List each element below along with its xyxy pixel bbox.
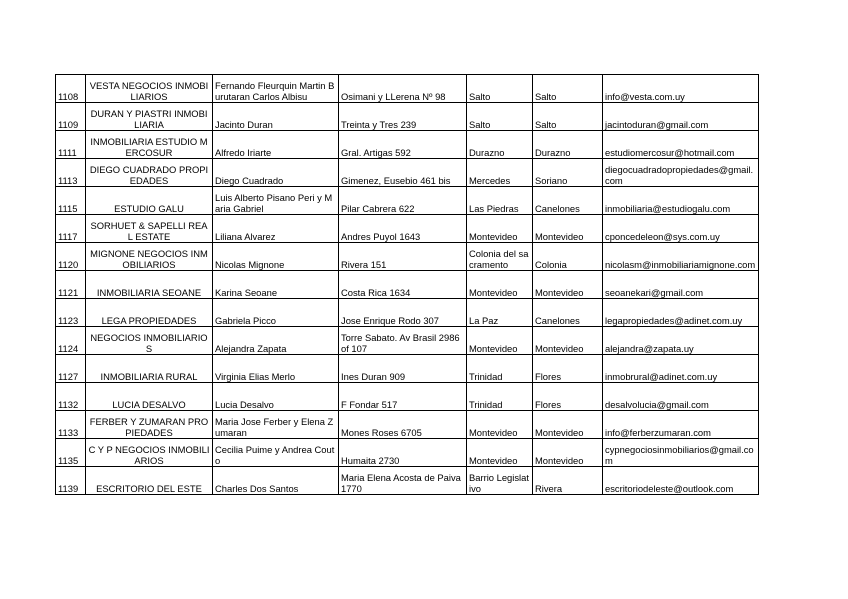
agency-id-cell: 1115 — [56, 187, 86, 215]
contact-person-cell: Lucia Desalvo — [213, 383, 339, 411]
address-cell: Humaita 2730 — [339, 439, 467, 467]
address-cell: F Fondar 517 — [339, 383, 467, 411]
agency-id-cell: 1133 — [56, 411, 86, 439]
department-cell: Canelones — [533, 187, 603, 215]
email-cell: cypnegociosinmobiliarios@gmail.com — [603, 439, 759, 467]
agency-name-cell: INMOBILIARIA SEOANE — [86, 271, 213, 299]
agency-id-cell: 1139 — [56, 467, 86, 495]
agency-id-cell: 1108 — [56, 75, 86, 103]
city-cell: Montevideo — [467, 411, 533, 439]
contact-person-cell: Jacinto Duran — [213, 103, 339, 131]
email-cell: cponcedeleon@sys.com.uy — [603, 215, 759, 243]
email-cell: inmobrural@adinet.com.uy — [603, 355, 759, 383]
agency-id-cell: 1113 — [56, 159, 86, 187]
email-cell: jacintoduran@gmail.com — [603, 103, 759, 131]
agency-id-cell: 1132 — [56, 383, 86, 411]
email-cell: desalvolucia@gmail.com — [603, 383, 759, 411]
agencies-table — [55, 74, 759, 495]
email-cell: alejandra@zapata.uy — [603, 327, 759, 355]
email-cell: estudiomercosur@hotmail.com — [603, 131, 759, 159]
address-cell: Osimani y LLerena Nº 98 — [339, 75, 467, 103]
department-cell: Colonia — [533, 243, 603, 271]
contact-person-cell: Gabriela Picco — [213, 299, 339, 327]
agency-id-cell: 1124 — [56, 327, 86, 355]
address-cell: Pilar Cabrera 622 — [339, 187, 467, 215]
agency-id-cell: 1117 — [56, 215, 86, 243]
city-cell: Salto — [467, 75, 533, 103]
contact-person-cell: Nicolas Mignone — [213, 243, 339, 271]
table-row — [56, 467, 759, 495]
city-cell: Barrio Legislativo — [467, 467, 533, 495]
address-cell: Andres Puyol 1643 — [339, 215, 467, 243]
department-cell: Salto — [533, 103, 603, 131]
contact-person-cell: Alejandra Zapata — [213, 327, 339, 355]
agency-name-cell: MIGNONE NEGOCIOS INMOBILIARIOS — [86, 243, 213, 271]
agency-name-cell: FERBER Y ZUMARAN PROPIEDADES — [86, 411, 213, 439]
department-cell: Rivera — [533, 467, 603, 495]
contact-person-cell: Luis Alberto Pisano Peri y Maria Gabriel — [213, 187, 339, 215]
address-cell: Jose Enrique Rodo 307 — [339, 299, 467, 327]
department-cell: Montevideo — [533, 327, 603, 355]
table-row — [56, 103, 759, 131]
department-cell: Montevideo — [533, 215, 603, 243]
table-row — [56, 355, 759, 383]
city-cell: Mercedes — [467, 159, 533, 187]
email-cell: escritoriodeleste@outlook.com — [603, 467, 759, 495]
contact-person-cell: Maria Jose Ferber y Elena Zumaran — [213, 411, 339, 439]
email-cell: inmobiliaria@estudiogalu.com — [603, 187, 759, 215]
table-row — [56, 243, 759, 271]
address-cell: Mones Roses 6705 — [339, 411, 467, 439]
contact-person-cell: Charles Dos Santos — [213, 467, 339, 495]
contact-person-cell: Liliana Alvarez — [213, 215, 339, 243]
agency-name-cell: INMOBILIARIA ESTUDIO MERCOSUR — [86, 131, 213, 159]
contact-person-cell: Karina Seoane — [213, 271, 339, 299]
table-row — [56, 383, 759, 411]
agency-name-cell: DURAN Y PIASTRI INMOBILIARIA — [86, 103, 213, 131]
email-cell: info@vesta.com.uy — [603, 75, 759, 103]
city-cell: Trinidad — [467, 355, 533, 383]
agency-id-cell: 1135 — [56, 439, 86, 467]
address-cell: Gral. Artigas 592 — [339, 131, 467, 159]
city-cell: Colonia del sacramento — [467, 243, 533, 271]
address-cell: Maria Elena Acosta de Paiva 1770 — [339, 467, 467, 495]
address-cell: Gimenez, Eusebio 461 bis — [339, 159, 467, 187]
email-cell: seoanekari@gmail.com — [603, 271, 759, 299]
email-cell: info@ferberzumaran.com — [603, 411, 759, 439]
email-cell: nicolasm@inmobiliariamignone.com — [603, 243, 759, 271]
city-cell: Las Piedras — [467, 187, 533, 215]
agency-name-cell: VESTA NEGOCIOS INMOBILIARIOS — [86, 75, 213, 103]
table-row — [56, 75, 759, 103]
address-cell: Costa Rica 1634 — [339, 271, 467, 299]
table-row — [56, 159, 759, 187]
agency-name-cell: SORHUET & SAPELLI REAL ESTATE — [86, 215, 213, 243]
agency-name-cell: LEGA PROPIEDADES — [86, 299, 213, 327]
table-row — [56, 439, 759, 467]
contact-person-cell: Diego Cuadrado — [213, 159, 339, 187]
agency-name-cell: NEGOCIOS INMOBILIARIOS — [86, 327, 213, 355]
contact-person-cell: Cecilia Puime y Andrea Couto — [213, 439, 339, 467]
department-cell: Durazno — [533, 131, 603, 159]
city-cell: Salto — [467, 103, 533, 131]
agency-id-cell: 1121 — [56, 271, 86, 299]
contact-person-cell: Virginia Elias Merlo — [213, 355, 339, 383]
agency-name-cell: C Y P NEGOCIOS INMOBILIARIOS — [86, 439, 213, 467]
department-cell: Salto — [533, 75, 603, 103]
city-cell: La Paz — [467, 299, 533, 327]
city-cell: Montevideo — [467, 215, 533, 243]
department-cell: Montevideo — [533, 411, 603, 439]
table-row — [56, 327, 759, 355]
city-cell: Montevideo — [467, 327, 533, 355]
address-cell: Treinta y Tres 239 — [339, 103, 467, 131]
email-cell: diegocuadradopropiedades@gmail.com — [603, 159, 759, 187]
table-row — [56, 411, 759, 439]
agency-name-cell: LUCIA DESALVO — [86, 383, 213, 411]
table-row — [56, 299, 759, 327]
address-cell: Rivera 151 — [339, 243, 467, 271]
city-cell: Montevideo — [467, 439, 533, 467]
table-row — [56, 271, 759, 299]
department-cell: Montevideo — [533, 271, 603, 299]
department-cell: Canelones — [533, 299, 603, 327]
department-cell: Montevideo — [533, 439, 603, 467]
agency-id-cell: 1120 — [56, 243, 86, 271]
department-cell: Soriano — [533, 159, 603, 187]
agency-id-cell: 1127 — [56, 355, 86, 383]
contact-person-cell: Alfredo Iriarte — [213, 131, 339, 159]
contact-person-cell: Fernando Fleurquin Martin Burutaran Carlos Albisu — [213, 75, 339, 103]
table-row — [56, 215, 759, 243]
address-cell: Ines Duran 909 — [339, 355, 467, 383]
table-row — [56, 187, 759, 215]
city-cell: Trinidad — [467, 383, 533, 411]
table-row — [56, 131, 759, 159]
address-cell: Torre Sabato. Av Brasil 2986 of 107 — [339, 327, 467, 355]
email-cell: legapropiedades@adinet.com.uy — [603, 299, 759, 327]
agency-name-cell: DIEGO CUADRADO PROPIEDADES — [86, 159, 213, 187]
department-cell: Flores — [533, 355, 603, 383]
agency-id-cell: 1111 — [56, 131, 86, 159]
city-cell: Montevideo — [467, 271, 533, 299]
city-cell: Durazno — [467, 131, 533, 159]
agency-name-cell: ESCRITORIO DEL ESTE — [86, 467, 213, 495]
agency-name-cell: ESTUDIO GALU — [86, 187, 213, 215]
agency-name-cell: INMOBILIARIA RURAL — [86, 355, 213, 383]
agency-id-cell: 1109 — [56, 103, 86, 131]
agency-id-cell: 1123 — [56, 299, 86, 327]
agencies-table-body — [56, 75, 759, 495]
department-cell: Flores — [533, 383, 603, 411]
